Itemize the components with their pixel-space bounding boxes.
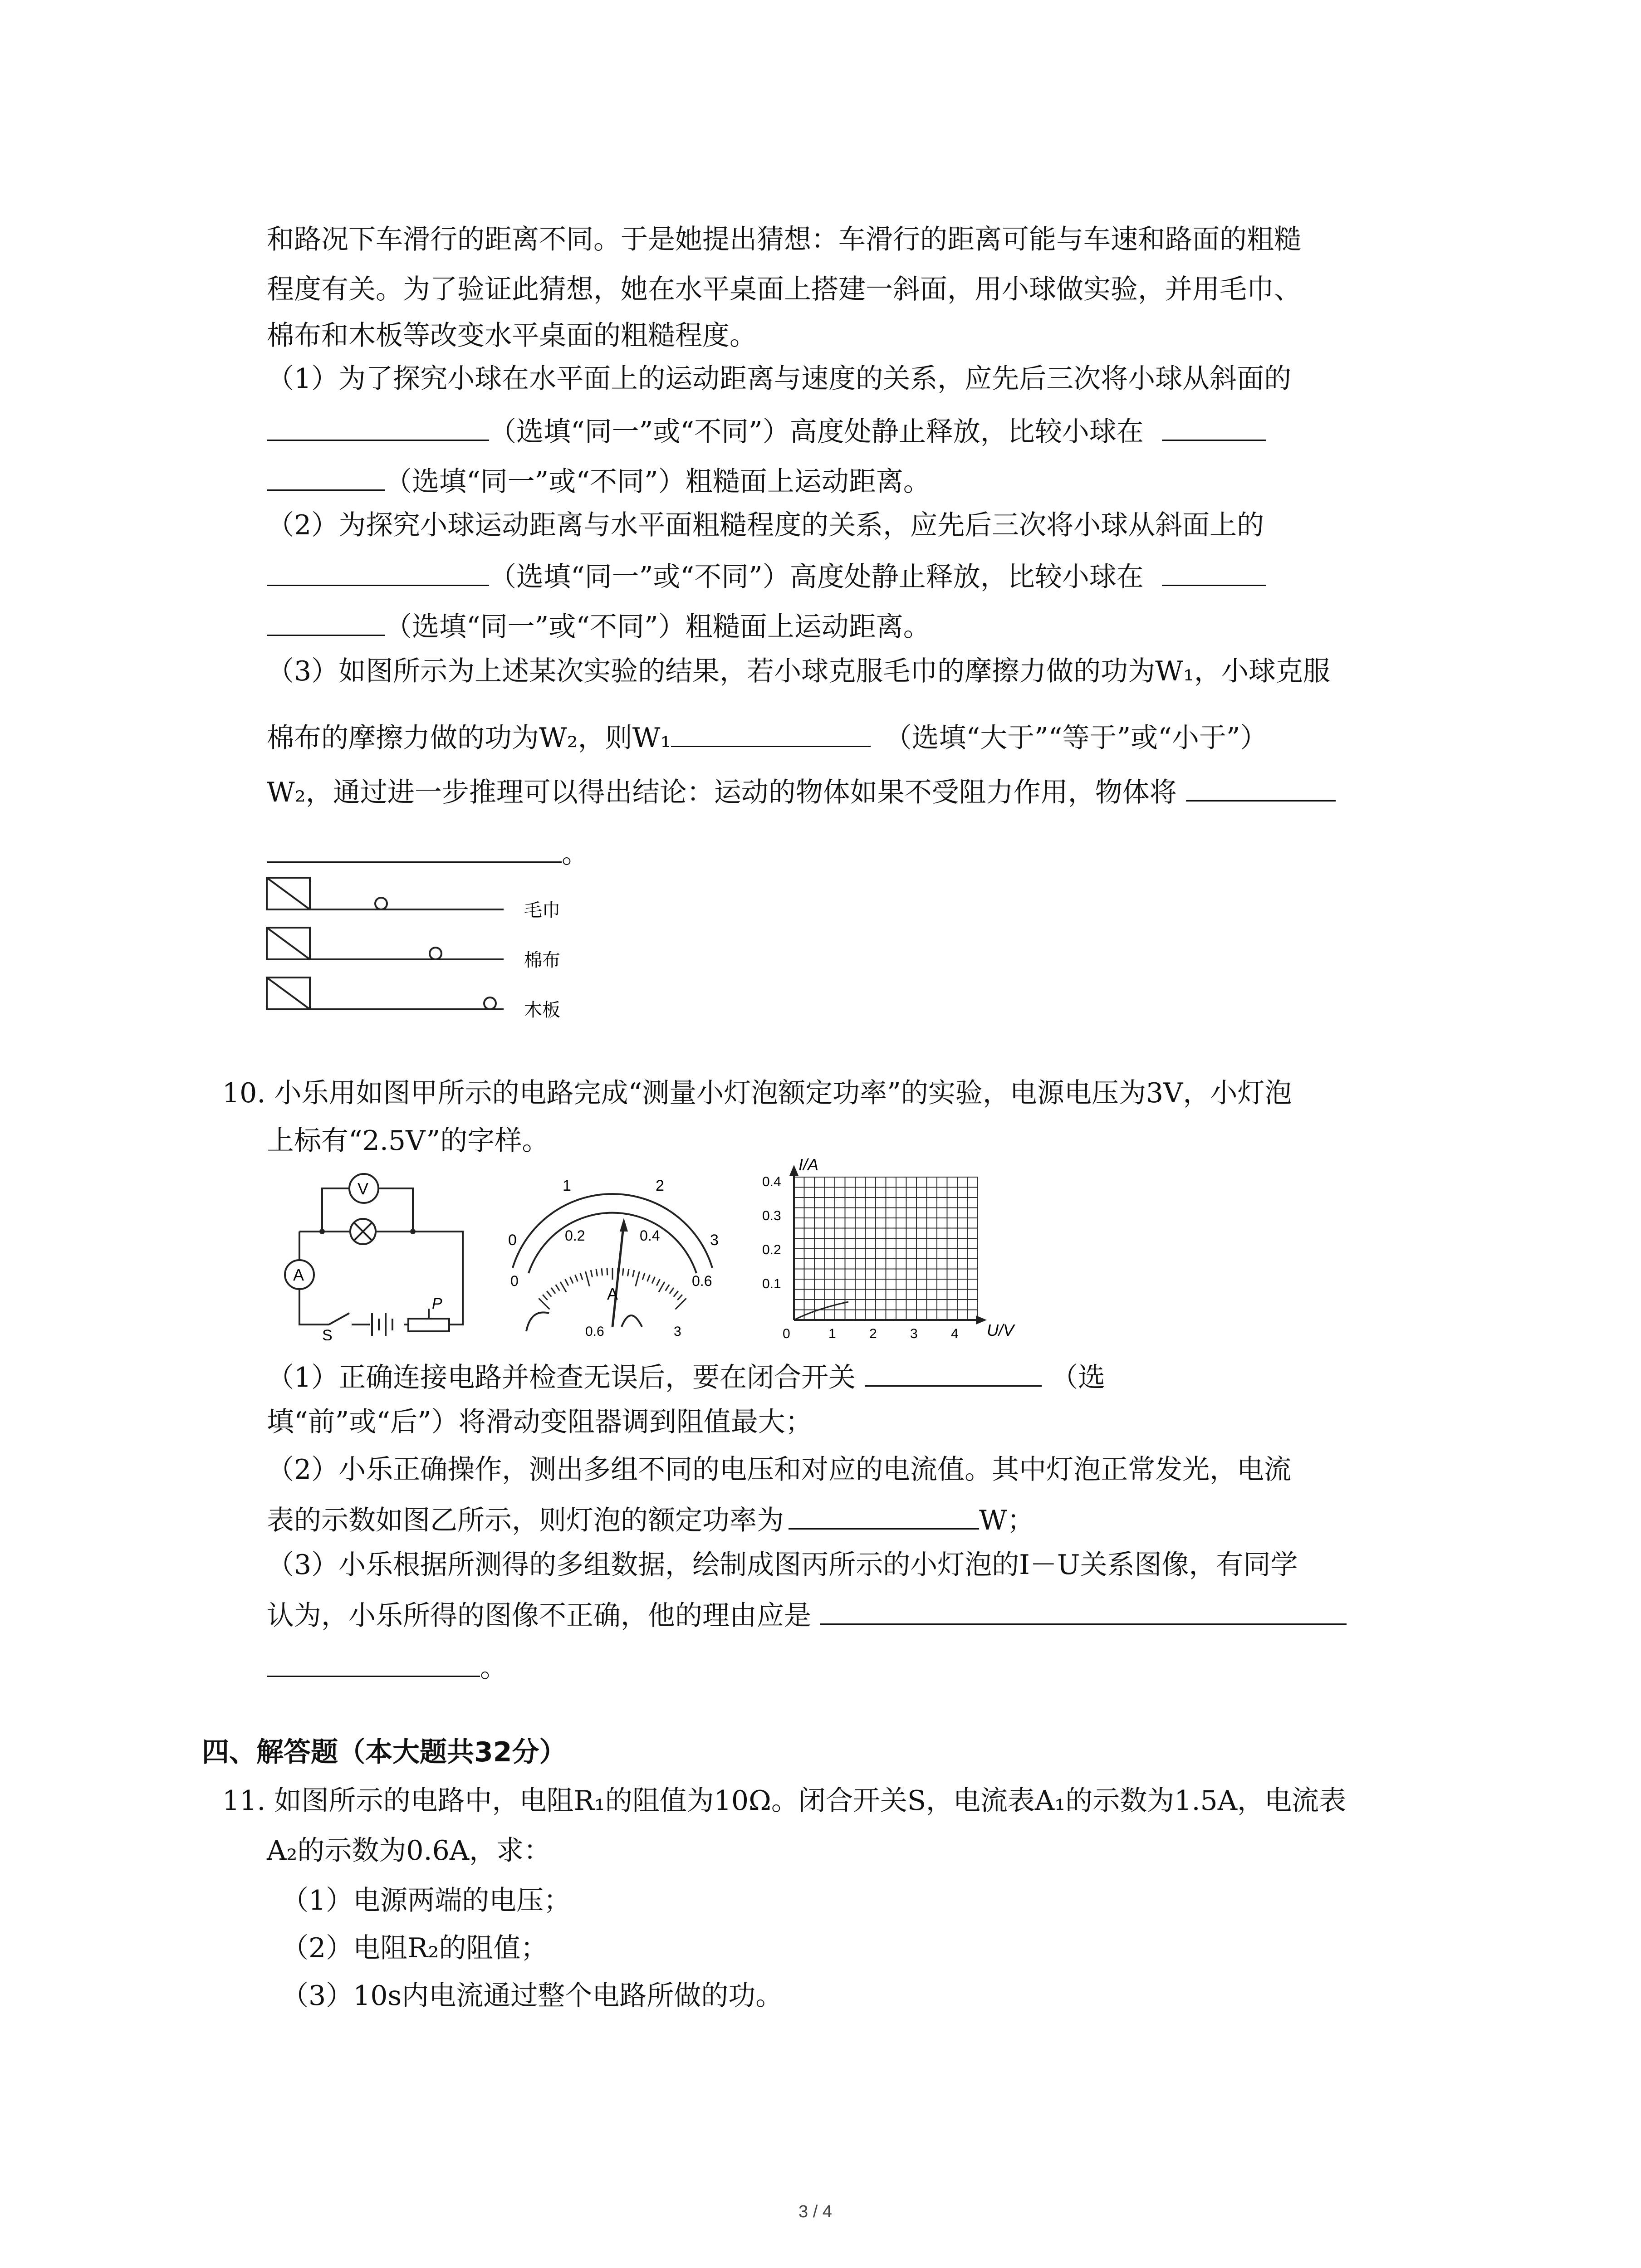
dial-tick [565, 1279, 568, 1286]
ball-icon [430, 948, 441, 959]
dial-tick [575, 1275, 578, 1281]
q11-part2: （2）电阻R₂的阻值； [281, 1932, 548, 1964]
q9-part1-line3: （选填“同一”或“不同”）粗糙面上运动距离。 [267, 460, 931, 500]
dial-tick [539, 1298, 549, 1309]
answer-blank[interactable] [267, 1647, 480, 1677]
dial-tick [543, 1295, 548, 1300]
q9-incline-figure [263, 871, 590, 1021]
q9-intro-line3: 棉布和木板等改变水平桌面的粗糙程度。 [267, 320, 757, 352]
answer-blank[interactable] [671, 717, 871, 747]
dial-tick [647, 1275, 650, 1281]
dial-tick [632, 1270, 634, 1277]
dial-tick [580, 1273, 583, 1280]
graph-y-label: I/A [798, 1155, 819, 1174]
graph-y-tick: 0.4 [762, 1174, 781, 1189]
graph-x-tick: 4 [951, 1326, 959, 1341]
switch-label: S [322, 1327, 333, 1340]
q11-stem-line2: A₂的示数为0.6A，求： [267, 1835, 551, 1867]
graph-x-tick: 3 [910, 1326, 918, 1341]
dial-bottom-tick: 0.2 [565, 1227, 585, 1244]
dial-unit: A [607, 1285, 618, 1303]
dial-tick [560, 1282, 566, 1292]
q10-stem-line1: 10. 小乐用如图甲所示的电路完成“测量小灯泡额定功率”的实验，电源电压为3V，小灯泡 [222, 1077, 1292, 1109]
answer-blank[interactable] [267, 606, 385, 636]
dial-tick [677, 1295, 682, 1300]
voltmeter-label: V [358, 1179, 369, 1198]
q10-iu-graph [744, 1152, 1025, 1343]
dial-tick [585, 1271, 589, 1286]
graph-y-tick: 0.3 [762, 1208, 781, 1223]
q10-part3-line2: 认为，小乐所得的图像不正确，他的理由应是 [267, 1594, 1347, 1634]
answer-blank[interactable] [865, 1356, 1042, 1387]
q10-ammeter-dial-figure [485, 1154, 740, 1340]
rheostat-label: P [432, 1295, 442, 1312]
dial-bottom-tick: 0.6 [692, 1273, 712, 1289]
dial-top-tick: 1 [563, 1177, 571, 1194]
dial-bottom-tick: 0 [510, 1273, 519, 1289]
dial-tick [674, 1291, 678, 1296]
label-towel: 毛巾 [524, 900, 560, 920]
q9-part3-line1: （3）如图所示为上述某次实验的结果，若小球克服毛巾的摩擦力做的功为W₁，小球克服 [267, 655, 1330, 687]
q11-stem-line1: 11. 如图所示的电路中，电阻R₁的阻值为10Ω。闭合开关S，电流表A₁的示数为1.5A，电流表 [222, 1785, 1347, 1817]
dial-top-tick: 3 [710, 1232, 719, 1249]
q9-part3-line4: 。 [267, 832, 589, 872]
terminal-label: 3 [674, 1324, 681, 1339]
ball-icon [375, 898, 387, 909]
label-wood: 木板 [524, 1000, 560, 1020]
q10-part3-line1: （3）小乐根据所测得的多组数据，绘制成图丙所示的小灯泡的I－U关系图像，有同学 [267, 1549, 1298, 1581]
terminal-label: 0.6 [585, 1324, 604, 1339]
dial-tick [556, 1285, 560, 1290]
dial-tick [547, 1291, 551, 1296]
q10-part1-line2: 填“前”或“后”）将滑动变阻器调到阻值最大； [267, 1406, 813, 1438]
dial-tick [591, 1270, 592, 1277]
answer-blank[interactable] [267, 832, 562, 863]
q9-intro-line1: 和路况下车滑行的距离不同。于是她提出猜想：车滑行的距离可能与车速和路面的粗糙 [267, 224, 1301, 255]
dial-tick [666, 1285, 670, 1290]
graph-y-tick: 0.2 [762, 1242, 781, 1257]
dial-tick [676, 1298, 686, 1309]
answer-blank[interactable] [267, 411, 489, 441]
q10-part2-line2: 表的示数如图乙所示，则灯泡的额定功率为 W； [267, 1499, 1034, 1539]
dial-tick [570, 1277, 573, 1284]
dial-tick [656, 1279, 660, 1286]
dial-tick [602, 1268, 603, 1276]
dial-tick [596, 1269, 598, 1276]
dial-top-tick: 0 [508, 1232, 517, 1249]
terminal-icon [526, 1312, 549, 1331]
iu-curve [794, 1302, 848, 1320]
dial-tick [622, 1268, 623, 1276]
dial-tick [636, 1271, 640, 1286]
dial-bottom-tick: 0.4 [640, 1227, 660, 1244]
q9-part1-line1: （1）为了探究小球在水平面上的运动距离与速度的关系，应先后三次将小球从斜面的 [267, 363, 1292, 395]
answer-blank[interactable] [1162, 411, 1266, 441]
graph-x-tick: 2 [869, 1326, 877, 1341]
graph-x-tick: 0 [783, 1326, 790, 1341]
answer-blank[interactable] [267, 460, 385, 491]
answer-blank[interactable] [1186, 771, 1336, 802]
terminal-icon [622, 1315, 642, 1327]
q9-part2-line2: （选填“同一”或“不同”）高度处静止释放，比较小球在 [267, 556, 1266, 595]
graph-y-tick: 0.1 [762, 1276, 781, 1291]
section-title: 四、解答题（本大题共32分） [202, 1736, 567, 1768]
label-cotton: 棉布 [524, 950, 560, 970]
q11-part3: （3）10s内电流通过整个电路所做的功。 [281, 1980, 783, 2012]
dial-tick [642, 1273, 645, 1280]
dial-top-tick: 2 [656, 1177, 664, 1194]
q9-intro-line2: 程度有关。为了验证此猜想，她在水平桌面上搭建一斜面，用小球做实验，并用毛巾、 [267, 274, 1301, 305]
graph-x-tick: 1 [828, 1326, 836, 1341]
dial-tick [659, 1282, 665, 1292]
answer-blank[interactable] [1162, 556, 1266, 586]
dial-tick [627, 1269, 629, 1276]
page-number: 3 / 4 [798, 2202, 832, 2221]
q9-part1-line2: （选填“同一”或“不同”）高度处静止释放，比较小球在 [267, 411, 1266, 450]
dial-tick [670, 1288, 674, 1294]
answer-blank[interactable] [789, 1499, 979, 1530]
answer-blank[interactable] [267, 556, 489, 586]
q11-part1: （1）电源两端的电压； [281, 1885, 571, 1916]
answer-blank[interactable] [820, 1594, 1347, 1625]
q9-part2-line1: （2）为探究小球运动距离与水平面粗糙程度的关系，应先后三次将小球从斜面上的 [267, 509, 1264, 541]
q10-circuit-figure [272, 1159, 481, 1340]
q10-part1-line1: （1）正确连接电路并检查无误后，要在闭合开关 （选 [267, 1356, 1105, 1396]
q10-part2-line1: （2）小乐正确操作，测出多组不同的电压和对应的电流值。其中灯泡正常发光，电流 [267, 1454, 1292, 1486]
q10-stem-line2: 上标有“2.5V”的字样。 [267, 1125, 549, 1157]
dial-tick [652, 1277, 655, 1284]
ammeter-label: A [293, 1266, 304, 1284]
ball-icon [484, 997, 496, 1009]
q9-part2-line3: （选填“同一”或“不同”）粗糙面上运动距离。 [267, 606, 931, 645]
graph-x-label: U/V [987, 1321, 1014, 1339]
q9-part3-line2: 棉布的摩擦力做的功为W₂，则W₁ （选填“大于”“等于”或“小于”） [267, 717, 1268, 756]
q10-part3-line3: 。 [267, 1647, 507, 1686]
dial-tick [551, 1288, 555, 1294]
q9-part3-line3: W₂，通过进一步推理可以得出结论：运动的物体如果不受阻力作用，物体将 [267, 771, 1336, 811]
